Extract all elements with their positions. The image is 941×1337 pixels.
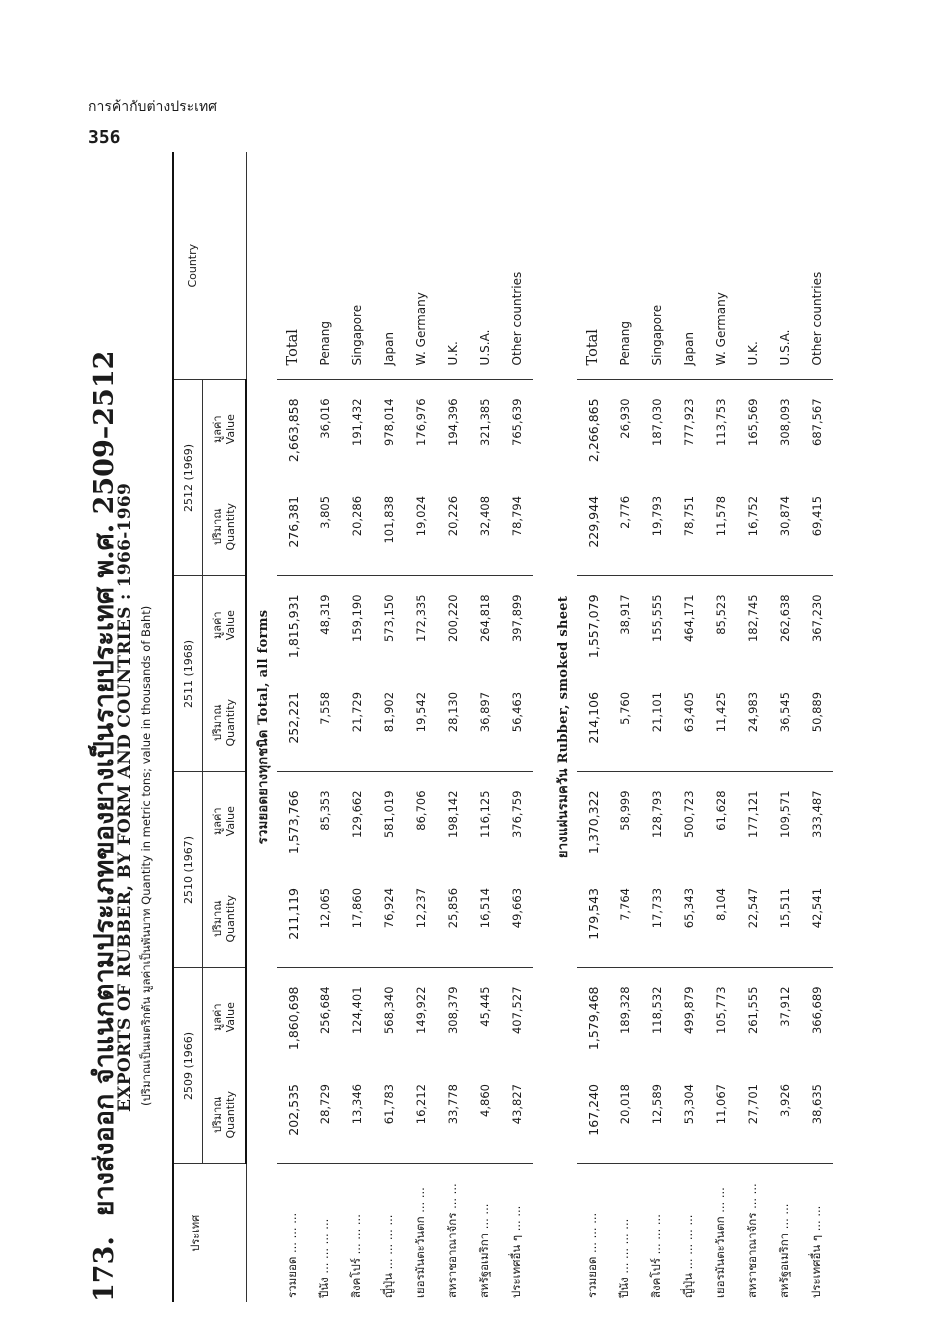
- country-cell: Total: [285, 329, 301, 366]
- quantity-cell: 33,778: [446, 1084, 460, 1125]
- quantity-cell: 276,381: [285, 495, 301, 548]
- table-row: [801, 152, 833, 1302]
- value-cell: 128,793: [641, 772, 673, 870]
- header-thai: ปริมาณ: [211, 704, 224, 741]
- page-number: 356: [88, 127, 121, 148]
- value-cell: 376,759: [501, 772, 533, 870]
- quantity-cell: 19,024: [414, 495, 428, 537]
- thai-country-cell: รวมยอด ... ... ...: [577, 1164, 609, 1302]
- quantity-cell: 16,212: [414, 1084, 428, 1125]
- country-cell: U.K.: [746, 341, 760, 366]
- country-cell: Other countries: [810, 271, 824, 366]
- value-cell: 765,639: [501, 380, 533, 478]
- value-cell: 105,773: [705, 968, 737, 1066]
- section-heading-row: [246, 152, 277, 1302]
- value-header: [203, 772, 247, 870]
- value-cell: 116,125: [469, 772, 501, 870]
- quantity-cell: 21,729: [350, 691, 364, 733]
- header-thai: มูลค่า: [211, 1003, 224, 1032]
- country-cell: Singapore: [350, 304, 364, 366]
- value-cell: 86,706: [405, 772, 437, 870]
- value-cell: 159,190: [341, 576, 373, 674]
- value-cell: 308,379: [437, 968, 469, 1066]
- quantity-cell: 4,860: [478, 1084, 492, 1117]
- thai-country-cell: สิงคโปร์ ... ... ...: [641, 1164, 673, 1302]
- quantity-cell: 38,635: [810, 1084, 824, 1125]
- quantity-cell: 12,589: [650, 1084, 664, 1125]
- country-cell: U.S.A.: [478, 329, 492, 366]
- quantity-cell: 32,408: [478, 495, 492, 537]
- value-cell: 36,016: [309, 380, 341, 478]
- value-cell: 191,432: [341, 380, 373, 478]
- header-thai: ปริมาณ: [211, 900, 224, 937]
- quantity-cell: 7,764: [618, 887, 632, 921]
- country-cell: Total: [585, 329, 601, 366]
- value-cell: 194,396: [437, 380, 469, 478]
- quantity-cell: 5,760: [618, 691, 632, 725]
- value-cell: 129,662: [341, 772, 373, 870]
- value-cell: 165,569: [737, 380, 769, 478]
- thai-country-cell: ประเทศอื่น ๆ ... ...: [501, 1164, 533, 1302]
- value-cell: 172,335: [405, 576, 437, 674]
- table-title-english: EXPORTS OF RUBBER, BY FORM AND COUNTRIES : 1966-1969: [115, 482, 135, 1112]
- table-row: [609, 152, 641, 1302]
- quantity-cell: 17,860: [350, 887, 364, 929]
- quantity-cell: 50,889: [810, 691, 824, 733]
- value-cell: 573,150: [373, 576, 405, 674]
- table-row: [437, 152, 469, 1302]
- exports-table: [172, 152, 833, 1302]
- header-english: Value: [224, 610, 237, 641]
- value-cell: 200,220: [437, 576, 469, 674]
- value-cell: 182,745: [737, 576, 769, 674]
- value-cell: 1,573,766: [277, 772, 309, 870]
- quantity-cell: 167,240: [585, 1084, 601, 1136]
- table-row: [673, 152, 705, 1302]
- quantity-cell: 63,405: [682, 691, 696, 733]
- table-row: [577, 152, 609, 1302]
- section-heading-row: [547, 152, 577, 1302]
- quantity-cell: 28,130: [446, 691, 460, 733]
- value-cell: 176,976: [405, 380, 437, 478]
- country-cell: W. Germany: [414, 292, 428, 366]
- thai-country-cell: สหรัฐอเมริกา ... ...: [769, 1164, 801, 1302]
- value-cell: 177,121: [737, 772, 769, 870]
- quantity-cell: 211,119: [285, 887, 301, 940]
- value-cell: 2,663,858: [277, 380, 309, 478]
- quantity-cell: 76,924: [382, 887, 396, 929]
- quantity-cell: 22,547: [746, 887, 760, 929]
- quantity-cell: 49,663: [510, 887, 524, 929]
- quantity-cell: 78,751: [682, 495, 696, 537]
- year-header: 2512 (1969): [173, 380, 203, 576]
- thai-country-cell: ประเทศอื่น ๆ ... ...: [801, 1164, 833, 1302]
- thai-country-cell: สหราชอาณาจักร ... ...: [737, 1164, 769, 1302]
- value-cell: 1,579,468: [577, 968, 609, 1066]
- quantity-cell: 24,983: [746, 691, 760, 733]
- value-cell: 1,370,322: [577, 772, 609, 870]
- value-cell: 109,571: [769, 772, 801, 870]
- thai-country-cell: เยอรมันตะวันตก ... ...: [705, 1164, 737, 1302]
- quantity-cell: 11,578: [714, 495, 728, 537]
- section-heading: รวมยอดยางทุกชนิด Total, all forms: [255, 609, 271, 845]
- table-row: [309, 152, 341, 1302]
- value-cell: 308,093: [769, 380, 801, 478]
- value-cell: 978,014: [373, 380, 405, 478]
- thai-country-cell: ปีนัง ... ... ... ...: [609, 1164, 641, 1302]
- quantity-cell: 11,067: [714, 1084, 728, 1125]
- quantity-cell: 42,541: [810, 887, 824, 929]
- value-cell: 500,723: [673, 772, 705, 870]
- value-cell: 366,689: [801, 968, 833, 1066]
- thai-country-cell: สิงคโปร์ ... ... ...: [341, 1164, 373, 1302]
- value-cell: 45,445: [469, 968, 501, 1066]
- table-row: [373, 152, 405, 1302]
- table-row: [641, 152, 673, 1302]
- quantity-cell: 12,065: [318, 887, 332, 929]
- thai-country-cell: สหรัฐอเมริกา ... ...: [469, 1164, 501, 1302]
- quantity-cell: 17,733: [650, 887, 664, 929]
- value-cell: 1,557,079: [577, 576, 609, 674]
- quantity-cell: 61,783: [382, 1084, 396, 1125]
- value-cell: 321,385: [469, 380, 501, 478]
- header-english: Quantity: [224, 502, 237, 551]
- quantity-header: [203, 1066, 247, 1164]
- value-cell: 48,319: [309, 576, 341, 674]
- header-thai: ปริมาณ: [211, 1096, 224, 1134]
- quantity-cell: 252,221: [285, 691, 301, 744]
- quantity-cell: 25,856: [446, 887, 460, 929]
- country-cell: Other countries: [510, 271, 524, 366]
- value-cell: 581,019: [373, 772, 405, 870]
- quantity-cell: 2,776: [618, 495, 632, 529]
- quantity-cell: 202,535: [285, 1084, 301, 1136]
- table-row: [405, 152, 437, 1302]
- value-cell: 2,266,865: [577, 380, 609, 478]
- quantity-cell: 3,926: [778, 1084, 792, 1117]
- units-note: (ปริมาณเป็นเมตริกตัน มูลค่าเป็นพันบาท Quantity in metric tons; value in thousands of Baht): [139, 605, 153, 1106]
- quantity-cell: 53,304: [682, 1084, 696, 1125]
- country-cell: U.S.A.: [778, 329, 792, 366]
- table-row: [341, 152, 373, 1302]
- quantity-cell: 27,701: [746, 1084, 760, 1125]
- quantity-cell: 19,793: [650, 495, 664, 537]
- header-english: Value: [224, 806, 237, 837]
- quantity-cell: 19,542: [414, 691, 428, 733]
- quantity-cell: 78,794: [510, 495, 524, 537]
- country-cell: W. Germany: [714, 292, 728, 366]
- thai-country-cell: ปีนัง ... ... ... ...: [309, 1164, 341, 1302]
- quantity-cell: 20,286: [350, 495, 364, 537]
- value-cell: 149,922: [405, 968, 437, 1066]
- quantity-cell: 56,463: [510, 691, 524, 733]
- header-thai: ปริมาณ: [211, 508, 224, 545]
- thai-country-cell: ญี่ปุ่น ... ... ... ...: [373, 1164, 405, 1302]
- value-cell: 407,527: [501, 968, 533, 1066]
- header-thai: มูลค่า: [211, 611, 224, 639]
- value-cell: 256,684: [309, 968, 341, 1066]
- value-cell: 189,328: [609, 968, 641, 1066]
- value-cell: 38,917: [609, 576, 641, 674]
- header-english: Quantity: [224, 894, 237, 943]
- quantity-cell: 16,752: [746, 495, 760, 537]
- header-english: Value: [224, 414, 237, 445]
- value-cell: 464,171: [673, 576, 705, 674]
- value-cell: 397,899: [501, 576, 533, 674]
- quantity-cell: 28,729: [318, 1084, 332, 1125]
- value-cell: 124,401: [341, 968, 373, 1066]
- quantity-cell: 13,346: [350, 1084, 364, 1125]
- quantity-cell: 8,104: [714, 887, 728, 921]
- quantity-cell: 20,018: [618, 1084, 632, 1125]
- value-cell: 118,532: [641, 968, 673, 1066]
- header-english: Quantity: [224, 1090, 237, 1139]
- value-cell: 187,030: [641, 380, 673, 478]
- value-cell: 367,230: [801, 576, 833, 674]
- value-cell: 1,815,931: [277, 576, 309, 674]
- quantity-cell: 69,415: [810, 495, 824, 537]
- table-row: [705, 152, 737, 1302]
- quantity-cell: 30,874: [778, 495, 792, 537]
- value-header: [203, 380, 247, 478]
- value-cell: 198,142: [437, 772, 469, 870]
- quantity-header: [203, 478, 247, 576]
- header-thai: มูลค่า: [211, 415, 224, 443]
- quantity-cell: 101,838: [382, 495, 396, 544]
- quantity-header: [203, 870, 247, 968]
- quantity-cell: 21,101: [650, 691, 664, 733]
- thai-country-cell: ญี่ปุ่น ... ... ... ...: [673, 1164, 705, 1302]
- country-cell: Penang: [318, 321, 332, 366]
- year-header: 2509 (1966): [173, 968, 203, 1164]
- quantity-cell: 16,514: [478, 887, 492, 929]
- quantity-cell: 36,897: [478, 691, 492, 733]
- value-cell: 85,353: [309, 772, 341, 870]
- thai-country-cell: สหราชอาณาจักร ... ...: [437, 1164, 469, 1302]
- table-row: [277, 152, 309, 1302]
- value-cell: 61,628: [705, 772, 737, 870]
- thai-country-header: ประเทศ: [173, 1164, 246, 1302]
- value-cell: 26,930: [609, 380, 641, 478]
- table-row: [501, 152, 533, 1302]
- value-cell: 85,523: [705, 576, 737, 674]
- quantity-cell: 229,944: [585, 495, 601, 548]
- value-cell: 58,999: [609, 772, 641, 870]
- country-header: Country: [173, 152, 246, 380]
- header-english: Value: [224, 1002, 237, 1033]
- page-header-section: การค้ากับต่างประเทศ: [88, 99, 218, 115]
- value-cell: 113,753: [705, 380, 737, 478]
- rotated-table-area: [82, 152, 922, 1302]
- title-thai-text: ยางส่งออก จำแนกตามประเภทของยางเป็นรายประเทศ พ.ศ. 2509–2512: [89, 350, 120, 1217]
- thai-country-cell: เยอรมันตะวันตก ... ...: [405, 1164, 437, 1302]
- table-number: 173.: [89, 1236, 120, 1302]
- table-row: [769, 152, 801, 1302]
- quantity-cell: 3,805: [318, 495, 332, 529]
- quantity-cell: 36,545: [778, 691, 792, 733]
- year-header: 2511 (1968): [173, 576, 203, 772]
- value-cell: 155,555: [641, 576, 673, 674]
- quantity-cell: 214,106: [585, 691, 601, 744]
- country-cell: U.K.: [446, 341, 460, 366]
- country-cell: Japan: [682, 331, 696, 366]
- quantity-cell: 15,511: [778, 887, 792, 929]
- quantity-cell: 81,902: [382, 691, 396, 733]
- title-block: [82, 152, 174, 1302]
- value-header: [203, 968, 247, 1066]
- value-cell: 777,923: [673, 380, 705, 478]
- value-cell: 333,487: [801, 772, 833, 870]
- country-cell: Singapore: [650, 304, 664, 366]
- value-cell: 261,555: [737, 968, 769, 1066]
- quantity-cell: 7,558: [318, 691, 332, 725]
- value-cell: 568,340: [373, 968, 405, 1066]
- country-cell: Penang: [618, 321, 632, 366]
- section-heading: ยางแผ่นรมควัน Rubber, smoked sheet: [555, 595, 571, 859]
- value-cell: 687,567: [801, 380, 833, 478]
- table-row: [469, 152, 501, 1302]
- value-cell: 499,879: [673, 968, 705, 1066]
- quantity-cell: 65,343: [682, 887, 696, 929]
- quantity-cell: 20,226: [446, 495, 460, 537]
- year-header: 2510 (1967): [173, 772, 203, 968]
- value-cell: 264,818: [469, 576, 501, 674]
- value-cell: 1,860,698: [277, 968, 309, 1066]
- header-english: Quantity: [224, 698, 237, 747]
- value-cell: 262,638: [769, 576, 801, 674]
- thai-country-cell: รวมยอด ... ... ...: [277, 1164, 309, 1302]
- header-thai: มูลค่า: [211, 807, 224, 835]
- table-row: [737, 152, 769, 1302]
- quantity-cell: 43,827: [510, 1084, 524, 1125]
- quantity-cell: 12,237: [414, 887, 428, 929]
- value-cell: 37,912: [769, 968, 801, 1066]
- country-cell: Japan: [382, 331, 396, 366]
- quantity-header: [203, 674, 247, 772]
- quantity-cell: 179,543: [585, 887, 601, 940]
- value-header: [203, 576, 247, 674]
- quantity-cell: 11,425: [714, 691, 728, 733]
